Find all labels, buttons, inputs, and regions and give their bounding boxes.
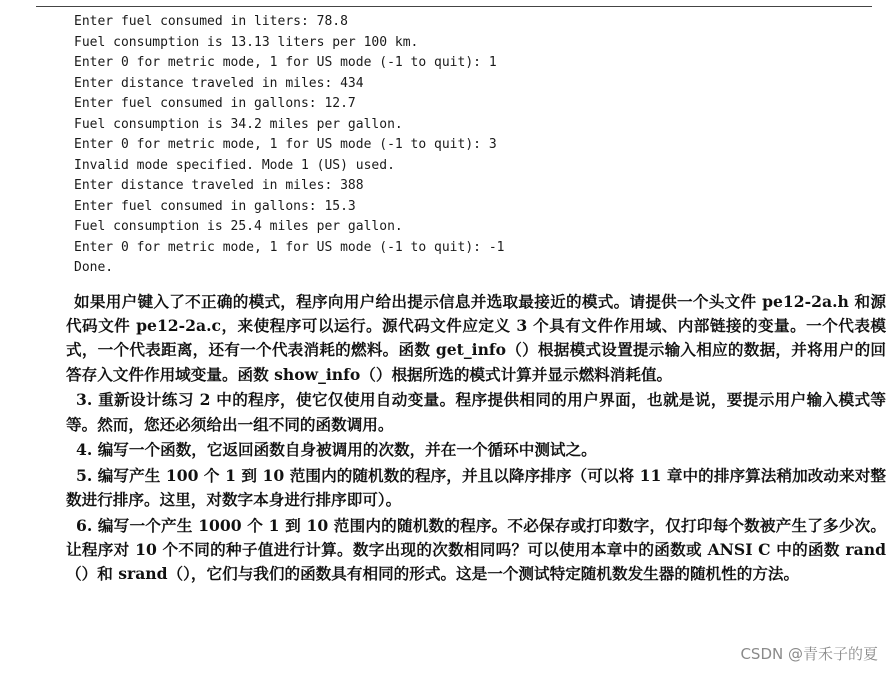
code-line: Enter fuel consumed in gallons: 12.7 <box>74 96 356 111</box>
code-line: Enter 0 for metric mode, 1 for US mode (-1 to quit): 1 <box>74 55 497 70</box>
exercise-4: 4. 编写一个函数，它返回函数自身被调用的次数，并在一个循环中测试之。 <box>76 440 597 460</box>
code-line: Enter 0 for metric mode, 1 for US mode (-1 to quit): -1 <box>74 239 505 255</box>
code-line: Enter 0 for metric mode, 1 for US mode (-1 to quit): 3 <box>74 137 497 152</box>
code-line: Invalid mode specified. Mode 1 (US) used. <box>74 157 395 173</box>
code-output-block <box>74 12 854 279</box>
csdn-watermark: CSDN @青禾子的夏 <box>740 645 878 663</box>
exercise-6: 6. 编写一个产生 1000 个 1 到 10 范围内的随机数的程序。不必保存或打印数字，仅打印每个数被产生了多少次。让程序对 10 个不同的种子值进行计算。数字出现的次数相同吗？可以使用本章中的函数或 ANSI C 中的函数 rand（）和 srand（），它们与我们的函数具有相同的形式。这是一个测试特定随机数发生器的随机性的方法。 <box>66 515 886 584</box>
code-line: Fuel consumption is 25.4 miles per gallon. <box>74 219 403 234</box>
code-line: Enter distance traveled in miles: 388 <box>74 178 364 193</box>
exercise-text <box>66 290 886 588</box>
code-line: Done. <box>74 260 114 275</box>
exercise-3: 3. 重新设计练习 2 中的程序，使它仅使用自动变量。程序提供相同的用户界面，也就是说，要提示用户输入模式等等。然而，您还必须给出一组不同的函数调用。 <box>66 390 886 434</box>
exercise-5: 5. 编写产生 100 个 1 到 10 范围内的随机数的程序，并且以降序排序（可以将 11 章中的排序算法稍加改动来对整数进行排序。这里，对数字本身进行排序即可）。 <box>66 465 886 510</box>
code-line: Fuel consumption is 34.2 miles per gallon. <box>74 116 403 132</box>
code-line: Enter fuel consumed in gallons: 15.3 <box>74 198 356 214</box>
top-rule <box>36 6 872 7</box>
code-line: Enter fuel consumed in liters: 78.8 <box>74 14 348 29</box>
code-line: Enter distance traveled in miles: 434 <box>74 75 364 91</box>
code-line: Fuel consumption is 13.13 liters per 100 km. <box>74 34 419 50</box>
paragraph-mode-description: 如果用户键入了不正确的模式，程序向用户给出提示信息并选取最接近的模式。请提供一个头文件 pe12-2a.h 和源代码文件 pe12-2a.c，来使程序可以运行。源代码文件应定义 3 个具有文件作用域、内部链接的变量。一个代表模式，一个代表距离，还有一个代表消耗的燃料。函数 get_info（）根据模式设置提示输入相应的数据，并将用户的回答存入文件作用域变量。函数 show_info（）根据所选的模式计算并显示燃料消耗值。 <box>66 292 886 384</box>
